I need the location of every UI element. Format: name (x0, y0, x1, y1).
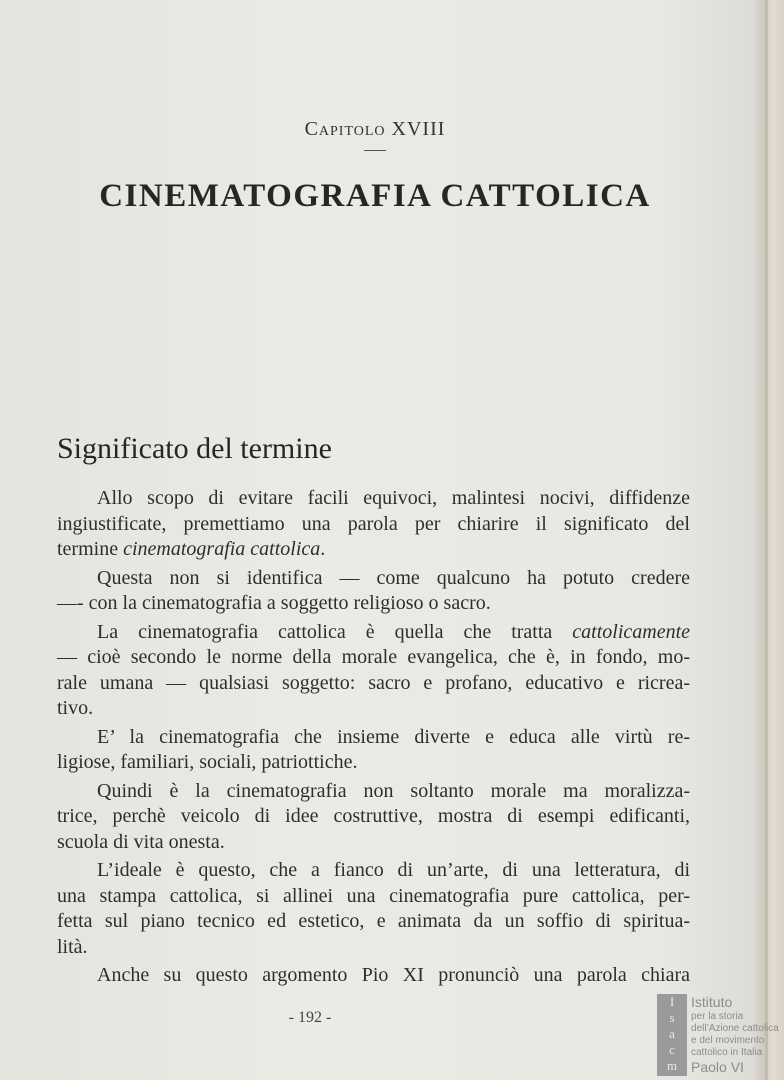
chapter-title: CINEMATOGRAFIA CATTOLICA (99, 178, 651, 214)
watermark-line: e del movimento (691, 1035, 765, 1046)
text-line: ligiose, familiari, sociali, patriottiche. (57, 751, 358, 773)
text-line: tivo. (57, 697, 94, 719)
chapter-number: XVIII (391, 118, 446, 140)
text-line: Quindi è la cinematografia non soltanto morale ma moralizza- (97, 779, 690, 802)
watermark-line: Paolo VI (691, 1059, 744, 1075)
page-number: - 192 - (288, 1009, 332, 1026)
watermark-line: per la storia (691, 1011, 744, 1022)
text-span: . (320, 538, 326, 560)
text-line: rale umana — qualsiasi soggetto: sacro e profano, educativo e ricrea- (57, 671, 690, 694)
text-span: termine (57, 538, 124, 560)
text-line (57, 537, 690, 563)
text-line: lità. (57, 935, 88, 958)
text-line: Allo scopo di evitare facili equivoci, malintesi nocivi, diffidenze (97, 487, 690, 509)
chapter-rule (364, 150, 386, 151)
text-line (57, 620, 690, 646)
watermark-text (691, 994, 779, 1076)
text-line: fetta sul piano tecnico ed estetico, e animata da un soffio di spiritua- (57, 910, 690, 932)
section-heading: Significato del termine (57, 432, 332, 465)
watermark-line: Istituto (691, 994, 733, 1010)
text-line: Anche su questo argomento Pio XI pronunciò una parola chiara (97, 964, 690, 986)
isacem-watermark-logo (657, 994, 779, 1078)
italic-term: cinematografia cattolica (123, 538, 321, 560)
italic-term: cattolicamente (572, 620, 690, 643)
watermark-line: cattolico in Italia (691, 1047, 763, 1058)
book-spine-edge (765, 0, 768, 1080)
text-line: scuola di vita onesta. (57, 830, 225, 853)
text-line: E’ la cinematografia che insieme diverte e educa alle virtù re- (97, 725, 690, 748)
body-text (57, 486, 690, 989)
chapter-prefix: Capitolo (304, 118, 386, 140)
text-line: —- con la cinematografia a soggetto religioso o sacro. (57, 592, 491, 614)
chapter-label (0, 118, 750, 141)
text-line: Questa non si identifica — come qualcuno ha potuto credere (97, 566, 690, 589)
text-line: L’ideale è questo, che a fianco di un’arte, di una letteratura, di (97, 859, 690, 881)
isacem-monogram: I s a c m (657, 994, 687, 1076)
text-line: trice, perchè veicolo di idee costruttive, mostra di esempi edificanti, (57, 805, 690, 827)
text-span: La cinematografia cattolica è quella che tratta (97, 620, 573, 643)
watermark-line: dell’Azione cattolica (691, 1023, 779, 1034)
text-line: — cioè secondo le norme della morale evangelica, che è, in fondo, mo- (57, 646, 690, 668)
text-line: una stampa cattolica, si allinei una cinematografia pure cattolica, per- (57, 884, 690, 907)
text-line: ingiustificate, premettiamo una parola per chiarire il significato del (57, 512, 690, 535)
